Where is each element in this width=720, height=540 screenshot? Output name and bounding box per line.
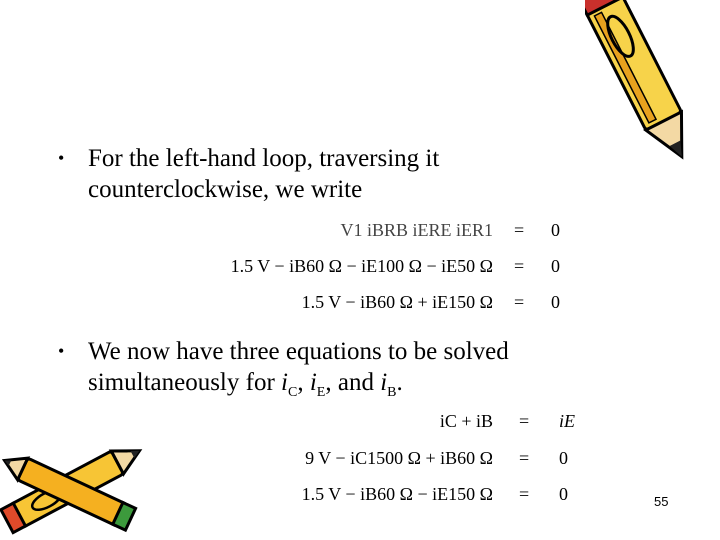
equation-relation: =	[519, 484, 530, 504]
equation-rhs: 0	[559, 448, 568, 468]
equation-lhs: 1.5 V − iB60 Ω + iE150 Ω	[301, 292, 493, 312]
equation-rhs: 0	[551, 292, 560, 312]
bullet-dot: •	[58, 341, 65, 361]
page-number: 55	[654, 494, 669, 509]
equation-relation: =	[514, 292, 525, 312]
equation-lhs: 1.5 V − iB60 Ω − iE150 Ω	[301, 484, 493, 504]
equation-rhs: 0	[559, 484, 568, 504]
bullet-1-text: For the left-hand loop, traversing it counterclockwise, we write	[88, 145, 440, 203]
equation-relation: =	[519, 411, 530, 431]
equation-lhs: iC + iB	[439, 411, 493, 431]
equation-rhs: iE	[559, 411, 575, 431]
bullet-2-text: We now have three equations to be solved simultaneously for $i_C$, $i_E$, and $i_B$.	[88, 338, 509, 400]
equation-rhs: 0	[551, 256, 560, 276]
equation-lhs: 1.5 V − iB60 Ω − iE100 Ω − iE50 Ω	[230, 256, 493, 276]
equation-lhs: 9 V − iC1500 Ω + iB60 Ω	[305, 448, 493, 468]
bullet-dot: •	[58, 148, 65, 168]
equation-relation: =	[519, 448, 530, 468]
equation-lhs: V1 iBRB iERE iER1	[340, 220, 493, 240]
equation-relation: =	[514, 256, 525, 276]
equation-rhs: 0	[551, 220, 560, 240]
equation-relation: =	[514, 220, 525, 240]
